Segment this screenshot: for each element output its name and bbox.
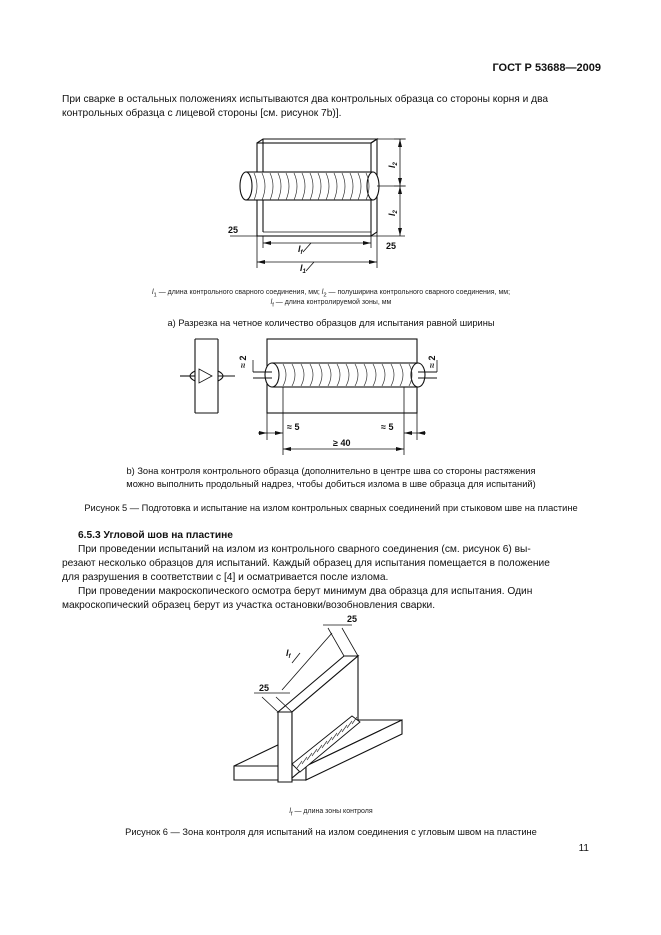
standard-number: ГОСТ Р 53688—2009 (492, 62, 601, 74)
figure-5b-caption-line-2: можно выполнить продольный надрез, чтобы добиться излома в шве образца для испытаний) (126, 479, 536, 489)
figure-5-title: Рисунок 5 — Подготовка и испытание на излом контрольных сварных соединений при стыковом шве на пластине (84, 503, 578, 513)
dim-notch-left: ≈ 2 (238, 355, 248, 368)
p2-line-1: При проведении макроскопического осмотра берут минимум два образца для испытания. Один (78, 586, 533, 597)
intro-line-2: контрольных образца с лицевой стороны [см. рисунок 7b)]. (62, 108, 342, 119)
dim-left-gap: ≈ 5 (287, 422, 300, 432)
section-heading: 6.5.3 Угловой шов на пластине (78, 530, 233, 541)
p1-line-2: резают несколько образцов для испытаний. Каждый образец для испытания помещается в положение (62, 558, 550, 569)
dim-left-25: 25 (228, 225, 239, 235)
page-number: 11 (578, 843, 589, 854)
intro-line-1: При сварке в остальных положениях испытываются два контрольных образца со стороны корня и два (62, 94, 549, 105)
figure-5b-caption-line-1: b) Зона контроля контрольного образца (дополнительно в центре шва со стороны растяжения (126, 466, 536, 476)
p2-line-2: макроскопический образец берут из участка остановки/возобновления сварки. (62, 600, 436, 611)
dim-right-25: 25 (386, 241, 397, 251)
figure-5a-legend-line-2: $l_f$ — длина контролируемой зоны, мм (270, 299, 392, 309)
dim-top-25: 25 (347, 614, 358, 624)
dim-lf: $l_f$ (286, 648, 291, 660)
p1-line-1: При проведении испытаний на излом из контрольного сварного соединения (см. рисунок 6) вы- (78, 544, 531, 555)
dim-l2-lower: $l_2$ (387, 210, 399, 216)
figure-6-caption: Рисунок 6 — Зона контроля для испытаний на излом соединения с угловым швом на пластине (125, 827, 537, 837)
p1-line-3: для разрушения в соответствии с [4] и осматривается после излома. (62, 572, 389, 583)
figure-5a-caption: a) Разрезка на четное количество образцов для испытания равной ширины (167, 318, 495, 328)
dim-lf: $l_f$ (298, 244, 303, 256)
dim-mid-40: ≥ 40 (333, 438, 351, 448)
dim-side-25: 25 (259, 683, 270, 693)
dim-right-gap: ≈ 5 (381, 422, 394, 432)
dim-l2-upper: $l_2$ (387, 162, 399, 168)
figure-6-legend: $l_f$ — длина зоны контроля (289, 808, 373, 818)
figure-5a-legend-line-1: $l_1$ — длина контрольного сварного соединения, мм; $l_2$ — полуширина контрольного сварного соединения, мм; (151, 289, 511, 299)
dim-l1: $l_1$ (300, 263, 306, 275)
dim-notch-right: ≈ 2 (427, 355, 437, 368)
